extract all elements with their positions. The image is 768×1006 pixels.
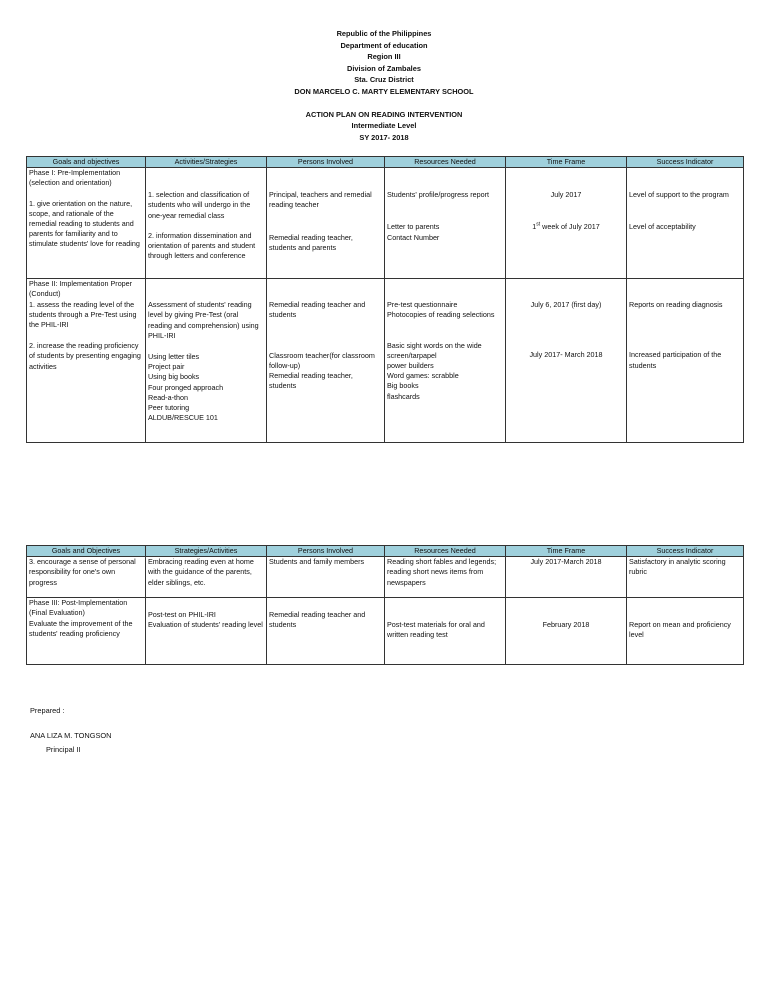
document-header	[0, 28, 768, 143]
table-header-row	[27, 546, 744, 557]
header-line: Region III	[367, 52, 401, 62]
phase-2-activity-2: Using letter tiles Project pair Using big books Four pronged approach Read-a-thon Peer tutoring ALDUB/RESCUE 101	[148, 352, 224, 423]
column-header: Time Frame	[506, 546, 627, 557]
header-line: Republic of the Philippines	[336, 29, 432, 38]
phase-3-resources: Post-test materials for oral and written reading test	[387, 620, 485, 640]
row-time: July 2017-March 2018	[530, 557, 602, 567]
phase-2-title: Phase II: Implementation Proper (Conduct)	[29, 279, 133, 299]
phase-2-goal-1: 1. assess the reading level of the students through a Pre-Test using the PHIL-IRI	[29, 299, 137, 330]
row-activity: Embracing reading even at home with the guidance of the parents, elder siblings, etc.	[148, 557, 254, 587]
column-header: Persons Involved	[267, 546, 385, 557]
table-row	[27, 557, 744, 598]
phase-1-indicator-2: Level of acceptability	[629, 222, 696, 232]
header-line: Department of education	[340, 40, 428, 50]
table-row-phase-2	[27, 279, 744, 443]
phase-3-goal: Phase III: Post-Implementation (Final Evaluation) Evaluate the improvement of the students' reading proficiency	[29, 598, 133, 638]
column-header: Success Indicator	[627, 546, 744, 557]
phase-2-persons-2: Classroom teacher(for classroom follow-up) Remedial reading teacher, students	[269, 350, 375, 391]
phase-2-time-2: July 2017- March 2018	[529, 350, 603, 360]
header-line: Sta. Cruz District	[354, 75, 414, 85]
row-indicator: Satisfactory in analytic scoring rubric	[629, 557, 726, 577]
column-header: Goals and objectives	[27, 157, 146, 168]
table-header-row	[27, 157, 744, 168]
column-header: Goals and Objectives	[27, 546, 146, 557]
phase-1-time-2: 1st week of July 2017	[532, 222, 600, 232]
phase-3-time: February 2018	[542, 620, 590, 630]
row-goal: 3. encourage a sense of personal responsibility for one's own progress	[29, 557, 136, 587]
phase-2-indicator-1: Reports on reading diagnosis	[629, 300, 723, 310]
plan-title: ACTION PLAN ON READING INTERVENTION	[305, 109, 463, 119]
phase-1-persons-1: Principal, teachers and remedial reading teacher	[269, 190, 372, 210]
column-header: Success Indicator	[627, 157, 744, 168]
column-header: Persons Involved	[267, 157, 385, 168]
phase-1-indicator-1: Level of support to the program	[629, 190, 729, 200]
phase-2-activity-1: Assessment of students' reading level by giving Pre-Test (oral reading and comprehension) using PHIL-IRI	[148, 300, 259, 340]
phase-3-indicator: Report on mean and proficiency level	[629, 620, 731, 640]
school-name: DON MARCELO C. MARTY ELEMENTARY SCHOOL	[294, 86, 474, 96]
phase-2-resources-2: Basic sight words on the wide screen/tarpapel power builders Word games: scrabble Big books flashcards	[387, 340, 482, 401]
phase-2-time-1: July 6, 2017 (first day)	[530, 300, 602, 310]
table-row-phase-1	[27, 168, 744, 279]
phase-1-persons-2: Remedial reading teacher, students and parents	[269, 232, 353, 252]
row-resources: Reading short fables and legends; reading short news items from newspapers	[387, 557, 497, 587]
prepared-label: Prepared :	[30, 706, 65, 715]
phase-3-persons: Remedial reading teacher and students	[269, 610, 366, 630]
phase-1-time-1: July 2017	[550, 190, 582, 200]
column-header: Time Frame	[506, 157, 627, 168]
preparer-position: Principal II	[46, 745, 81, 754]
column-header: Activities/Strategies	[146, 157, 267, 168]
phase-1-activity-1: 1. selection and classification of students who will undergo in the one-year remedial class	[148, 190, 251, 220]
header-line: Division of Zambales	[347, 63, 421, 73]
action-plan-table-1	[26, 156, 744, 443]
table-row-phase-3	[27, 598, 744, 665]
column-header: Strategies/Activities	[146, 546, 267, 557]
phase-1-resources-1: Students' profile/progress report	[387, 190, 490, 200]
phase-1-activity-2: 2. information dissemination and orientation of parents and student through letters and conference	[148, 230, 256, 261]
phase-2-persons-1: Remedial reading teacher and students	[269, 300, 366, 320]
phase-2-resources-1: Pre-test questionnaire Photocopies of reading selections	[387, 300, 495, 320]
phase-2-goal-2: 2. increase the reading proficiency of students by presenting engaging activities	[29, 341, 141, 371]
phase-1-goal: 1. give orientation on the nature, scope, and rationale of the remedial reading to students and parents for familiarity and to stimulate students' love for reading	[29, 198, 140, 249]
phase-3-activity: Post-test on PHIL-IRI Evaluation of students' reading level	[148, 610, 263, 630]
column-header: Resources Needed	[385, 157, 506, 168]
preparer-name: ANA LIZA M. TONGSON	[30, 731, 112, 740]
phase-1-resources-2: Letter to parents Contact Number	[387, 222, 440, 242]
school-year: SY 2017- 2018	[359, 132, 409, 142]
column-header: Resources Needed	[385, 546, 506, 557]
phase-2-indicator-2: Increased participation of the students	[629, 350, 722, 370]
action-plan-table-2	[26, 545, 744, 665]
row-persons: Students and family members	[269, 557, 365, 567]
phase-1-title: Phase I: Pre-Implementation (selection and orientation)	[29, 168, 121, 188]
plan-level: Intermediate Level	[351, 121, 417, 131]
